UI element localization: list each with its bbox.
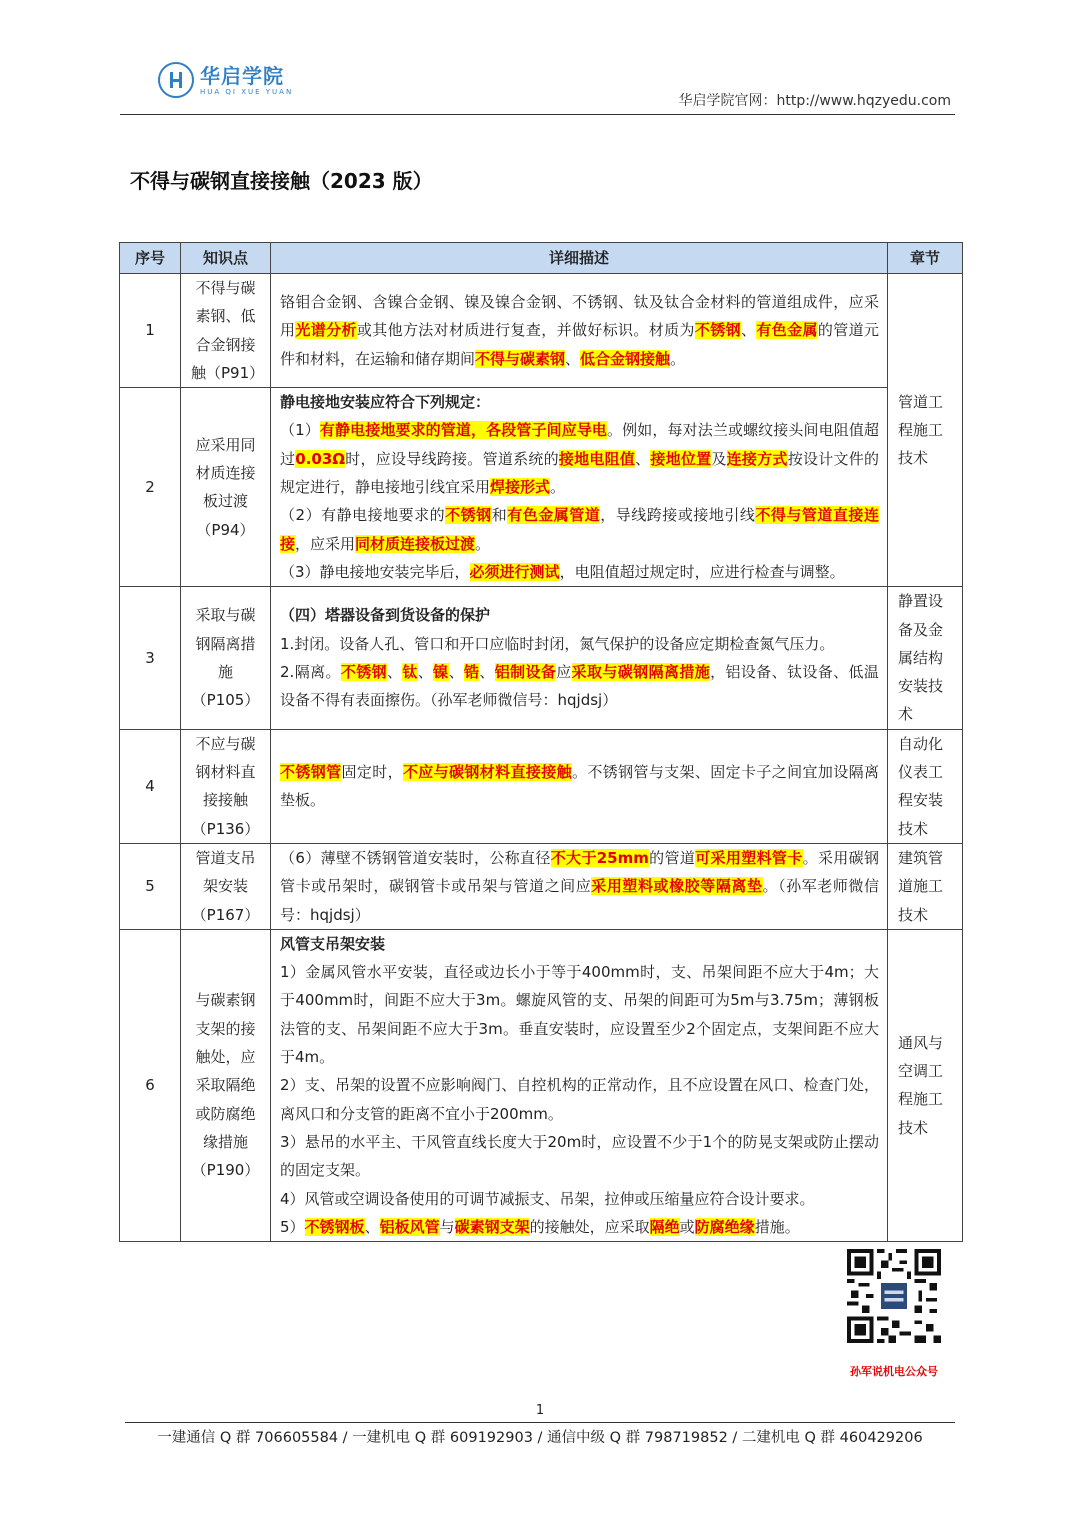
table-row xyxy=(120,587,963,729)
knowledge-point-line: 触（P91） xyxy=(191,363,265,382)
description-text: （2）有静电接地要求的 xyxy=(280,506,446,525)
chapter-line: 安装技 xyxy=(898,677,944,696)
knowledge-point-line: 施（P105） xyxy=(191,663,260,710)
description-text: 或 xyxy=(679,1217,695,1236)
knowledge-point-line: （P190） xyxy=(191,1161,260,1180)
cell-description xyxy=(271,388,888,587)
cell-description xyxy=(271,929,888,1241)
page-number: 1 xyxy=(535,1403,545,1418)
chapter-line: 术 xyxy=(898,705,914,724)
highlighted-term: 不锈钢板 xyxy=(304,1217,365,1236)
knowledge-point-line: 钢材料直 xyxy=(195,763,256,782)
logo-subtitle: HUA QI XUE YUAN xyxy=(200,87,294,96)
description-text: 铬钼合金钢、含镍合金钢、镍及镍合金钢、不锈钢、钛及钛合金材料的管道组成件，应采用 xyxy=(280,293,879,340)
description-text: 的管道元件和材料，在运输和储存期间 xyxy=(280,321,879,368)
highlighted-term: 不大于25mm xyxy=(550,848,649,867)
table-row xyxy=(120,843,963,929)
description-paragraph xyxy=(280,958,879,1071)
highlighted-term: 防腐绝缘 xyxy=(694,1217,755,1236)
cell-knowledge-point xyxy=(181,388,271,587)
knowledge-point-line: 与碳素钢 xyxy=(195,991,256,1010)
description-text: （3）静电接地安装完毕后， xyxy=(280,562,470,581)
description-text: （四）塔器设备到货设备的保护 xyxy=(280,606,491,625)
highlighted-term: 连接方式 xyxy=(726,449,788,468)
description-text: 。采用碳钢管卡或吊架时，碳钢管卡或吊架与管道之间应 xyxy=(280,848,879,896)
highlighted-term: 不锈钢管 xyxy=(280,763,342,782)
highlighted-term: 焊接形式 xyxy=(490,478,551,497)
description-paragraph xyxy=(280,1071,879,1128)
knowledge-point-line: 不得与碳 xyxy=(195,279,256,297)
highlighted-term: 不锈钢 xyxy=(340,663,387,681)
description-text: 3）悬吊的水平主、干风管直线长度大于20m时，应设置不少于1个的防晃支架或防止摆动的固定支架。 xyxy=(280,1132,879,1180)
table-row xyxy=(120,929,963,1241)
description-text: 5） xyxy=(280,1217,305,1236)
description-paragraph xyxy=(280,630,879,658)
cell-no: 6 xyxy=(120,929,181,1241)
description-paragraph xyxy=(280,558,879,586)
chapter-line: 技术 xyxy=(898,1118,929,1137)
chapter-line: 备及金 xyxy=(898,620,944,639)
highlighted-term: 不得与碳素钢 xyxy=(475,349,566,368)
cell-chapter xyxy=(888,729,963,843)
knowledge-point-line: 接接触 xyxy=(202,791,248,810)
cell-description xyxy=(271,729,888,843)
knowledge-point-line: （P94） xyxy=(196,520,255,539)
description-text: 。不锈钢管与支架、固定卡子之间宜加设隔离垫板。 xyxy=(280,763,879,810)
chapter-line: 技术 xyxy=(898,449,929,468)
description-text: 。例如，每对法兰或螺纹接头间电阻值超过 xyxy=(280,421,879,468)
header-knowledge-point: 知识点 xyxy=(181,243,271,274)
highlighted-term: 有色金属管道 xyxy=(507,506,601,525)
description-text: 的管道 xyxy=(648,848,696,867)
highlighted-term: 钛 xyxy=(402,663,418,681)
description-text: ，电阻值超过规定时，应进行检查与调整。 xyxy=(559,562,845,581)
highlighted-term: 铝板风管 xyxy=(379,1217,440,1236)
table-row xyxy=(120,274,963,388)
knowledge-point-line: 或防腐绝 xyxy=(195,1104,256,1123)
cell-no: 3 xyxy=(120,587,181,729)
description-text: 1.封闭。设备人孔、管口和开口应临时封闭，氮气保护的设备应定期检查氮气压力。 xyxy=(280,634,835,653)
highlighted-term: 采用塑料或橡胶等隔离垫 xyxy=(591,877,763,896)
qr-code-icon xyxy=(847,1249,941,1343)
description-text: 。 xyxy=(670,349,686,368)
knowledge-point-line: 钢隔离措 xyxy=(195,634,256,653)
description-text: 静电接地安装应符合下列规定： xyxy=(280,393,491,412)
cell-chapter xyxy=(888,843,963,929)
chapter-line: 程施工 xyxy=(898,1090,944,1109)
description-text: ，导线跨接或接地引线 xyxy=(600,506,756,525)
description-text: 按设计文件的规定进行，静电接地引线宜采用 xyxy=(280,449,879,497)
description-text: 及 xyxy=(711,449,727,468)
highlighted-term: 不应与碳钢材料直接接触 xyxy=(402,763,572,782)
cell-no: 5 xyxy=(120,843,181,929)
highlighted-term: 同材质连接板过渡 xyxy=(355,534,476,553)
description-text: 与 xyxy=(439,1217,455,1236)
cell-description xyxy=(271,843,888,929)
highlighted-term: 碳素钢支架 xyxy=(454,1217,530,1236)
table-header-row xyxy=(120,243,963,274)
highlighted-term: 不锈钢 xyxy=(445,506,492,525)
highlighted-term: 必须进行测试 xyxy=(469,562,560,581)
knowledge-point-line: 管道支吊 xyxy=(195,848,256,867)
description-paragraph xyxy=(280,416,879,501)
description-text: （1） xyxy=(280,421,320,440)
cell-knowledge-point xyxy=(181,274,271,388)
cell-knowledge-point xyxy=(181,587,271,729)
description-text: 、 xyxy=(364,1217,380,1236)
description-text: 的接触处，应采取 xyxy=(529,1217,650,1236)
description-text: （6）薄壁不锈钢管道安装时，公称直径 xyxy=(280,848,551,867)
description-text: 风管支吊架安装 xyxy=(280,934,386,953)
document-title: 不得与碳钢直接接触（2023 版） xyxy=(130,169,433,193)
highlighted-term: 接地电阻值 xyxy=(558,449,636,468)
description-text: 。 xyxy=(550,478,566,497)
knowledge-table xyxy=(119,242,963,1242)
description-text: ，铝设备、钛设备、低温设备不得有表面擦伤。（孙军老师微信号：hqjdsj） xyxy=(280,663,879,710)
cell-description xyxy=(271,587,888,729)
highlighted-term: 采取与碳钢隔离措施 xyxy=(571,663,711,681)
description-paragraph xyxy=(280,1213,879,1241)
description-text: 、 xyxy=(565,349,581,368)
header-chapter: 章节 xyxy=(888,243,963,274)
chapter-line: 道施工 xyxy=(898,877,944,896)
chapter-line: 仪表工 xyxy=(898,763,944,782)
chapter-line: 技术 xyxy=(898,819,929,838)
highlighted-term: 可采用塑料管卡 xyxy=(695,848,803,867)
highlighted-term: 低合金钢接触 xyxy=(580,349,671,368)
cell-knowledge-point xyxy=(181,729,271,843)
cell-chapter xyxy=(888,929,963,1241)
chapter-line: 静置设 xyxy=(898,592,944,611)
description-text: 、 xyxy=(387,663,403,681)
description-paragraph xyxy=(280,1185,879,1213)
chapter-line: 管道工 xyxy=(898,392,944,411)
description-text: 、 xyxy=(417,663,434,681)
highlighted-term: 不得与管道直接连接 xyxy=(280,506,879,553)
knowledge-point-line: 触处，应 xyxy=(195,1048,256,1067)
cell-knowledge-point xyxy=(181,929,271,1241)
chapter-line: 通风与 xyxy=(898,1033,944,1052)
highlighted-term: 不锈钢 xyxy=(694,321,741,340)
footer-divider xyxy=(125,1422,955,1423)
header-description: 详细描述 xyxy=(271,243,888,274)
description-paragraph xyxy=(280,844,879,929)
description-text: 固定时， xyxy=(341,763,403,782)
table-body xyxy=(120,274,963,1242)
knowledge-point-line: 采取隔绝 xyxy=(195,1076,256,1095)
chapter-line: 建筑管 xyxy=(898,848,944,867)
highlighted-term: 隔绝 xyxy=(649,1217,680,1236)
description-text: 2）支、吊架的设置不应影响阀门、自控机构的正常动作，且不应设置在风口、检查门处，离风口和分支管的距离不宜小于200mm。 xyxy=(280,1076,879,1123)
description-paragraph xyxy=(280,930,879,958)
highlighted-term: 有静电接地要求的管道，各段管子间应导电 xyxy=(319,421,608,440)
description-text: 1）金属风管水平安装，直径或边长小于等于400mm时，支、吊架间距不应大于4m；大于400mm时，间距不应大于3m。螺旋风管的支、吊架的间距可为5m与3.75m；薄钢板法管的支、吊架间距不应大于3m。垂直安装时，应设置至少2个固定点，支架间距不应大于4m。 xyxy=(280,963,879,1067)
footer-contacts: 一建通信 Q 群 706605584 / 一建机电 Q 群 609192903 / 通信中级 Q 群 798719852 / 二建机电 Q 群 460429206 xyxy=(157,1430,923,1446)
description-text: 、 xyxy=(448,663,464,681)
highlighted-term: 锆 xyxy=(463,663,480,681)
header-no: 序号 xyxy=(120,243,181,274)
knowledge-point-line: 材质连接 xyxy=(195,463,256,482)
chapter-line: 自动化 xyxy=(898,734,944,753)
knowledge-point-line: 缘措施 xyxy=(202,1132,248,1151)
description-text: 4）风管或空调设备使用的可调节减振支、吊架，拉伸或压缩量应符合设计要求。 xyxy=(280,1189,815,1208)
logo-icon xyxy=(158,62,194,98)
knowledge-point-line: 合金钢接 xyxy=(195,335,256,354)
highlighted-term: 0.03Ω xyxy=(295,449,346,468)
knowledge-point-line: 支架的接 xyxy=(195,1019,256,1038)
description-text: 。 xyxy=(475,534,491,553)
description-paragraph xyxy=(280,601,879,629)
description-paragraph xyxy=(280,758,879,815)
knowledge-point-line: 板过渡 xyxy=(202,492,248,511)
logo xyxy=(158,58,293,102)
chapter-line: 程施工 xyxy=(898,420,944,439)
website-link[interactable]: 华启学院官网：http://www.hqzyedu.com xyxy=(678,93,951,109)
table-row xyxy=(120,388,963,587)
description-text: 或其他方法对材质进行复查，并做好标识。材质为 xyxy=(356,321,695,340)
logo-name: 华启学院 xyxy=(200,63,284,88)
description-paragraph xyxy=(280,1128,879,1185)
description-paragraph xyxy=(280,501,879,558)
page-header xyxy=(120,54,955,115)
description-text: 、 xyxy=(479,663,495,681)
cell-no: 2 xyxy=(120,388,181,587)
knowledge-point-line: （P136） xyxy=(191,819,260,838)
highlighted-term: 铝制设备 xyxy=(494,663,557,681)
description-paragraph xyxy=(280,388,879,416)
highlighted-term: 光谱分析 xyxy=(295,321,357,340)
knowledge-point-line: 素钢、低 xyxy=(195,307,256,326)
cell-no: 1 xyxy=(120,274,181,388)
cell-knowledge-point xyxy=(181,843,271,929)
highlighted-term: 接地位置 xyxy=(650,449,712,468)
knowledge-point-line: （P167） xyxy=(191,905,260,924)
knowledge-point-line: 应采用同 xyxy=(195,435,256,454)
description-paragraph xyxy=(280,288,879,373)
cell-chapter xyxy=(888,587,963,729)
table-row xyxy=(120,729,963,843)
description-text: ，应采用 xyxy=(295,534,356,553)
cell-chapter xyxy=(888,274,963,587)
chapter-line: 技术 xyxy=(898,905,929,924)
knowledge-point-line: 不应与碳 xyxy=(195,734,256,753)
cell-description xyxy=(271,274,888,388)
chapter-line: 空调工 xyxy=(898,1062,944,1081)
description-text: 措施。 xyxy=(754,1217,800,1236)
description-paragraph xyxy=(280,658,879,715)
cell-no: 4 xyxy=(120,729,181,843)
description-text: 时，应设导线跨接。管道系统的 xyxy=(345,449,559,468)
highlighted-term: 镍 xyxy=(433,663,449,681)
description-text: 应 xyxy=(556,663,572,681)
highlighted-term: 有色金属 xyxy=(756,321,818,340)
description-text: 。（孙军老师微信号：hqjdsj） xyxy=(280,877,879,924)
description-text: 、 xyxy=(635,449,651,468)
knowledge-point-line: 架安装 xyxy=(202,877,248,896)
qr-label: 孙军说机电公众号 xyxy=(850,1365,938,1378)
chapter-line: 程安装 xyxy=(898,791,944,810)
description-text: 和 xyxy=(491,506,508,525)
description-text: 、 xyxy=(741,321,757,340)
knowledge-point-line: 采取与碳 xyxy=(195,606,256,625)
description-text: 2.隔离。 xyxy=(280,663,341,681)
chapter-line: 属结构 xyxy=(898,648,944,667)
